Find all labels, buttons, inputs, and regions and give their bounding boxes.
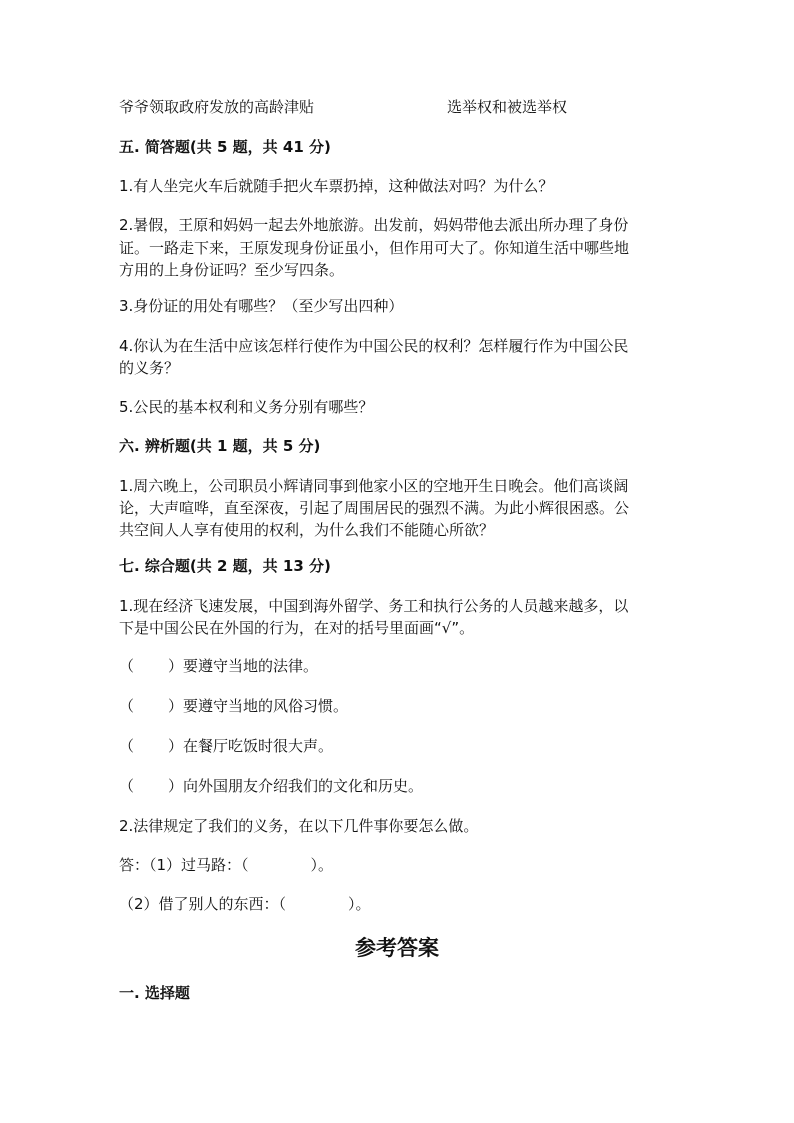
answer-prefix: （2）借了别人的东西：（ [119, 895, 287, 913]
answer-suffix: ）。 [310, 856, 334, 874]
question-5-5: 5.公民的基本权利和义务分别有哪些？ [119, 398, 374, 416]
answer-line-2 [119, 893, 371, 915]
check-item-text: 要遵守当地的法律。 [183, 657, 319, 675]
question-7-1-line2: 下是中国公民在外国的行为，在对的括号里面画“√”。 [119, 619, 475, 637]
section-heading-7: 七. 综合题(共 2 题，共 13 分) [119, 557, 331, 575]
answer-line-1 [119, 854, 333, 876]
answers-title: 参考答案 [355, 935, 439, 960]
check-item-2 [119, 695, 348, 717]
question-5-2-line3: 方用的上身份证吗？至少写四条。 [119, 261, 345, 279]
check-item-text: 在餐厅吃饭时很大声。 [183, 737, 334, 755]
question-5-1: 1.有人坐完火车后就随手把火车票扔掉，这种做法对吗？为什么？ [119, 177, 554, 195]
paren-close: ） [168, 697, 184, 715]
question-5-4-line2: 的义务？ [119, 359, 180, 377]
option-text-right: 选举权和被选举权 [447, 98, 568, 116]
answers-heading-1: 一. 选择题 [119, 984, 190, 1002]
paren-open: （ [119, 657, 135, 675]
paren-open: （ [119, 737, 135, 755]
paren-close: ） [168, 657, 184, 675]
check-item-3 [119, 735, 333, 757]
section-heading-5: 五. 简答题(共 5 题，共 41 分) [119, 138, 331, 156]
paren-open: （ [119, 777, 135, 795]
question-6-1-line3: 共空间人人享有使用的权利，为什么我们不能随心所欲？ [119, 521, 495, 539]
question-5-2-line2: 证。一路走下来，王原发现身份证虽小，但作用可大了。你知道生活中哪些地 [119, 239, 630, 257]
answer-prefix: 答：（1）过马路：（ [119, 856, 249, 874]
check-item-1 [119, 655, 318, 677]
paren-close: ） [168, 777, 184, 795]
question-6-1-line1: 1.周六晚上，公司职员小辉请同事到他家小区的空地开生日晚会。他们高谈阔 [119, 477, 629, 495]
paren-open: （ [119, 697, 135, 715]
question-5-3: 3.身份证的用处有哪些？（至少写出四种） [119, 297, 404, 315]
check-item-4 [119, 775, 423, 797]
answer-suffix: ）。 [348, 895, 371, 913]
question-7-2: 2.法律规定了我们的义务，在以下几件事你要怎么做。 [119, 817, 479, 835]
question-6-1-line2: 论，大声喧哗，直至深夜，引起了周围居民的强烈不满。为此小辉很困惑。公 [119, 499, 630, 517]
paren-close: ） [168, 737, 184, 755]
question-7-1-line1: 1.现在经济飞速发展，中国到海外留学、务工和执行公务的人员越来越多，以 [119, 597, 629, 615]
question-5-4-line1: 4.你认为在生活中应该怎样行使作为中国公民的权利？怎样履行作为中国公民 [119, 337, 629, 355]
question-5-2-line1: 2.暑假，王原和妈妈一起去外地旅游。出发前，妈妈带他去派出所办理了身份 [119, 216, 629, 234]
check-item-text: 要遵守当地的风俗习惯。 [183, 697, 349, 715]
check-item-text: 向外国朋友介绍我们的文化和历史。 [183, 777, 424, 795]
option-text-left: 爷爷领取政府发放的高龄津贴 [119, 98, 315, 116]
section-heading-6: 六. 辨析题(共 1 题，共 5 分) [119, 437, 321, 455]
